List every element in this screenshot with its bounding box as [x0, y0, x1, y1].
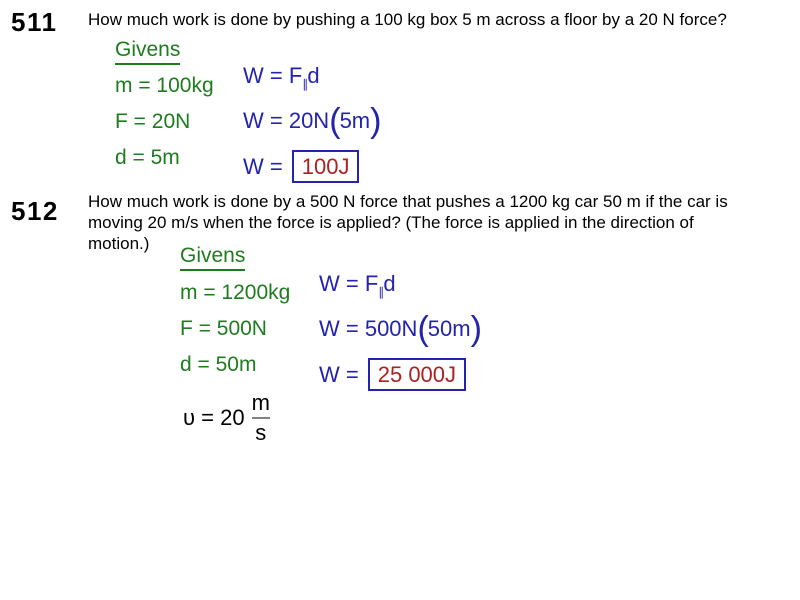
work-answer	[319, 358, 466, 391]
fraction-numerator: m	[251, 390, 270, 415]
open-paren: (	[329, 102, 340, 141]
question-text	[88, 9, 727, 30]
answer-box: 25 000J	[368, 358, 466, 391]
work-formula	[319, 273, 396, 298]
givens-heading: Givens	[180, 244, 245, 271]
problem-number: 512	[11, 196, 59, 226]
given-item-mass: m = 1200kg	[180, 281, 291, 304]
work-substitution	[243, 102, 381, 141]
fraction-bar	[252, 417, 270, 419]
parallel-subscript: ∥	[302, 77, 308, 92]
given-item-force: F = 500N	[180, 317, 267, 340]
answer-box: 100J	[292, 150, 360, 183]
answer-prefix: W =	[319, 361, 359, 387]
answer-prefix: W =	[243, 153, 283, 179]
velocity-pre: υ = 20	[183, 405, 245, 430]
problem-number: 511	[11, 7, 58, 37]
question-line: motion.)	[88, 234, 150, 253]
formula-post: d	[383, 271, 396, 296]
substitution-pre: W = 20N	[243, 108, 330, 133]
question-line: moving 20 m/s when the force is applied? (The force is applied in the direction of	[88, 213, 694, 232]
substitution-inner: 50m	[427, 316, 471, 341]
work-substitution	[319, 310, 481, 349]
given-item-distance: d = 5m	[115, 146, 180, 169]
substitution-pre: W = 500N	[319, 316, 418, 341]
given-item-distance: d = 50m	[180, 353, 257, 376]
question-line: How much work is done by a 500 N force that pushes a 1200 kg car 50 m if the car is	[88, 192, 728, 211]
close-paren: )	[370, 102, 381, 141]
givens-heading: Givens	[115, 38, 180, 65]
velocity-equation	[183, 392, 270, 444]
fraction-denominator: s	[255, 420, 267, 445]
formula-pre: W = F	[243, 63, 303, 88]
given-item-force: F = 20N	[115, 110, 191, 133]
parallel-subscript: ∥	[378, 285, 384, 300]
velocity-fraction	[252, 392, 270, 444]
formula-pre: W = F	[319, 271, 379, 296]
close-paren: )	[470, 310, 481, 349]
substitution-inner: 5m	[339, 108, 371, 133]
given-item-mass: m = 100kg	[115, 74, 214, 97]
formula-post: d	[307, 63, 320, 88]
work-formula	[243, 65, 320, 90]
open-paren: (	[417, 310, 428, 349]
work-answer	[243, 150, 359, 183]
question-line: How much work is done by pushing a 100 kg box 5 m across a floor by a 20 N force?	[88, 10, 727, 29]
